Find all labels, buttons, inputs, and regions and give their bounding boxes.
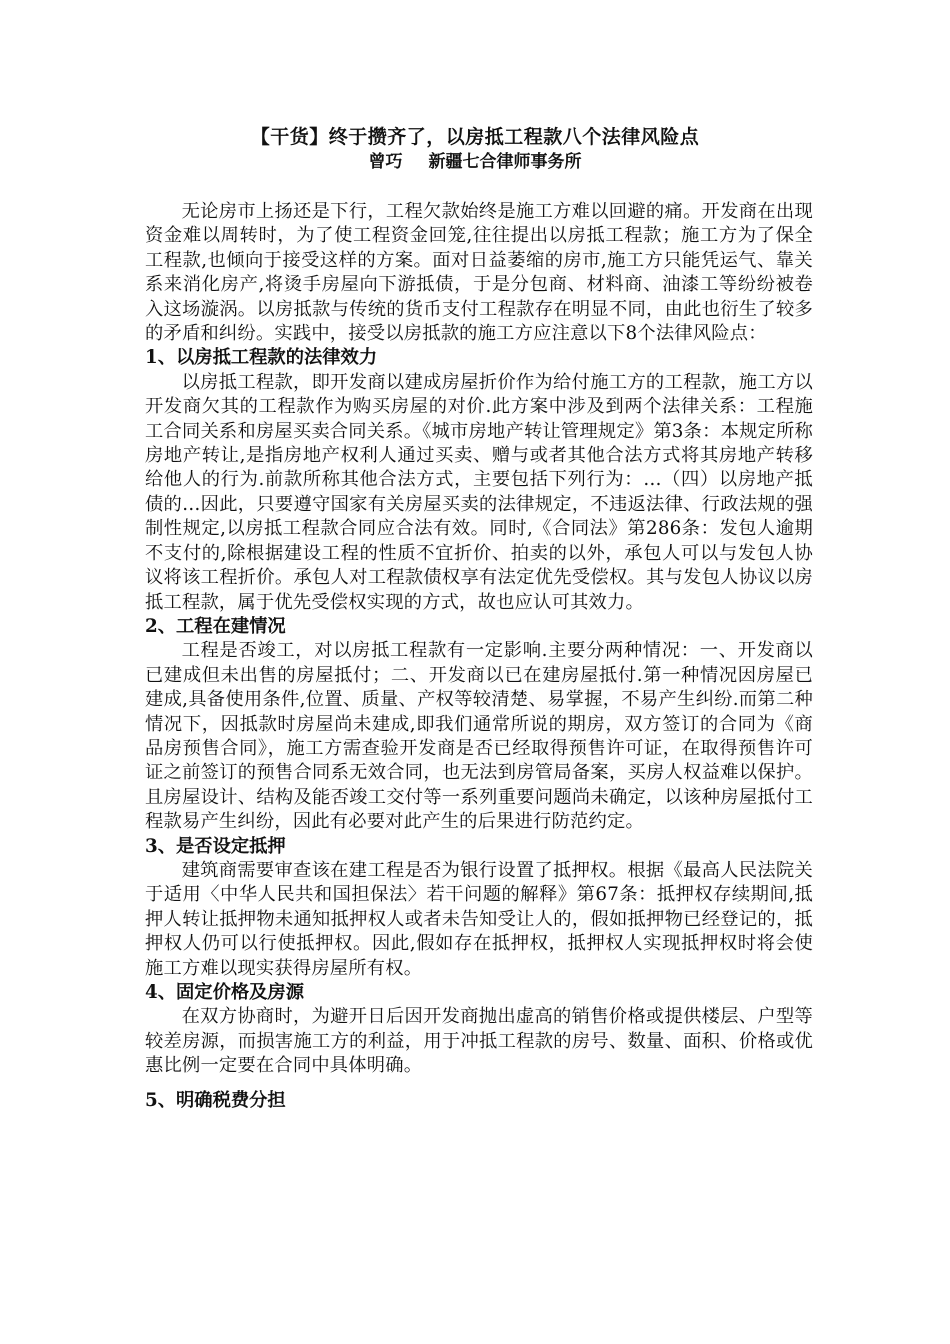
- document-body: [145, 200, 813, 1113]
- byline: [0, 150, 950, 174]
- law-firm-name: 新疆七合律师事务所: [428, 152, 582, 172]
- intro-paragraph: 无论房市上扬还是下行，工程欠款始终是施工方难以回避的痛。开发商在出现资金难以周转时，为了使工程资金回笼,往往提出以房抵工程款；施工方为了保全工程款,也倾向于接受这样的方案。面对日益萎缩的房市,施工方只能凭运气、靠关系来消化房产,将烫手房屋向下游抵债，于是分包商、材料商、油漆工等纷纷被卷入这场漩涡。以房抵款与传统的货币支付工程款存在明显不同，由此也衍生了较多的矛盾和纠纷。实践中，接受以房抵款的施工方应注意以下8个法律风险点：: [145, 201, 813, 345]
- section-heading-3: 3、是否设定抵押: [145, 835, 286, 857]
- section-heading-4: 4、固定价格及房源: [145, 982, 304, 1003]
- author-name: 曾巧: [368, 152, 403, 172]
- section-body-1: 以房抵工程款，即开发商以建成房屋折价作为给付施工方的工程款，施工方以开发商欠其的工程款作为购买房屋的对价.此方案中涉及到两个法律关系：工程施工合同关系和房屋买卖合同关系。《城市房地产转让管理规定》第3条：本规定所称房地产转让,是指房地产权利人通过买卖、赠与或者其他合法方式将其房地产转移给他人的行为.前款所称其他合法方式，主要包括下列行为：…（四）以房地产抵债的…因此，只要遵守国家有关房屋买卖的法律规定，不违返法律、行政法规的强制性规定,以房抵工程款合同应合法有效。同时,《合同法》第286条：发包人逾期不支付的,除根据建设工程的性质不宜折价、拍卖的以外，承包人可以与发包人协议将该工程折价。承包人对工程款债权享有法定优先受偿权。其与发包人协议以房抵工程款，属于优先受偿权实现的方式，故也应认可其效力。: [145, 371, 814, 613]
- section-heading-2: 2、工程在建情况: [145, 615, 286, 637]
- section-heading-1: 1、以房抵工程款的法律效力: [145, 347, 378, 369]
- section-body-3: 建筑商需要审查该在建工程是否为银行设置了抵押权。根据《最高人民法院关于适用〈中华人民共和国担保法〉若干问题的解释》第67条：抵押权存续期间,抵押人转让抵押物未通知抵押权人或者未告知受让人的，假如抵押物已经登记的，抵押权人仍可以行使抵押权。因此,假如存在抵押权，抵押权人实现抵押权时将会使施工方难以现实获得房屋所有权。: [145, 859, 813, 979]
- section-body-2: 工程是否竣工，对以房抵工程款有一定影响.主要分两种情况：一、开发商以已建成但未出售的房屋抵付；二、开发商以已在建房屋抵付.第一种情况因房屋已建成,具备使用条件,位置、质量、产权等较清楚、易掌握，不易产生纠纷.而第二种情况下，因抵款时房屋尚未建成,即我们通常所说的期房，双方签订的合同为《商品房预售合同》，施工方需查验开发商是否已经取得预售许可证，在取得预售许可证之前签订的预售合同系无效合同，也无法到房管局备案，买房人权益难以保护。且房屋设计、结构及能否竣工交付等一系列重要问题尚未确定，以该种房屋抵付工程款易产生纠纷，因此有必要对此产生的后果进行防范约定。: [145, 640, 813, 833]
- section-body-4: 在双方协商时，为避开日后因开发商抛出虚高的销售价格或提供楼层、户型等较差房源，而损害施工方的利益，用于冲抵工程款的房号、数量、面积、价格或优惠比例一定要在合同中具体明确。: [145, 1006, 813, 1077]
- section-heading-5: 5、明确税费分担: [145, 1089, 286, 1111]
- document-title: 【干货】终于攒齐了，以房抵工程款八个法律风险点: [250, 126, 700, 148]
